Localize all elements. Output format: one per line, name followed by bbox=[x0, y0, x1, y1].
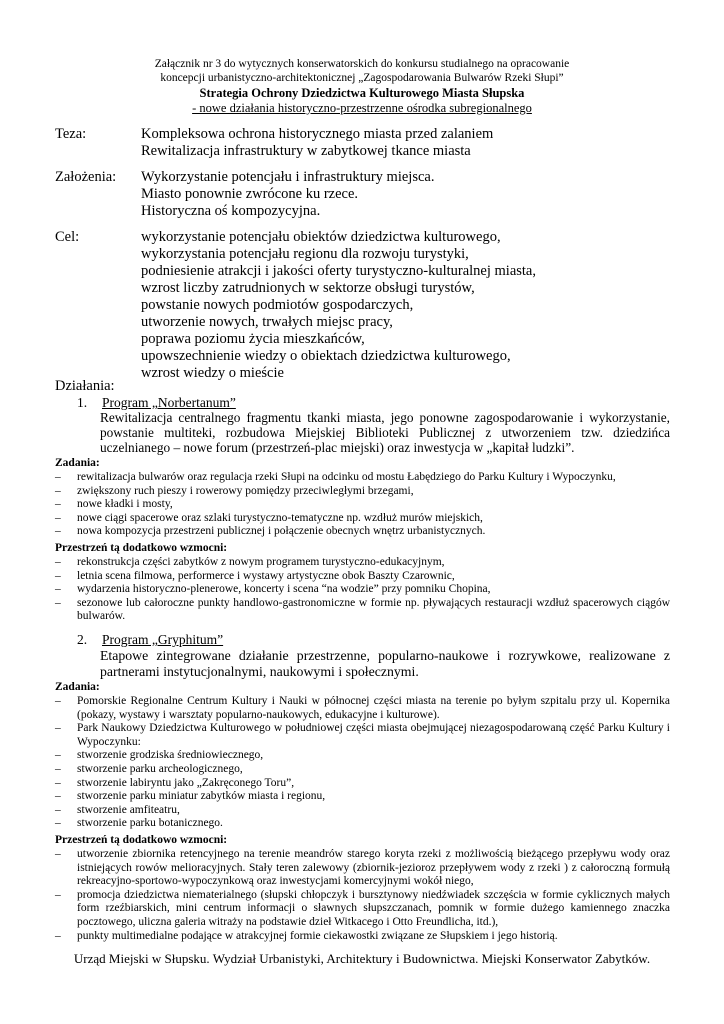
program-1-title: Program „Norbertanum” bbox=[102, 395, 236, 410]
page-footer: Urząd Miejski w Słupsku. Wydział Urbanistyki, Architektury i Budownictwa. Miejski Konserwator Zabytków. bbox=[73, 951, 651, 966]
teza-line: Rewitalizacja infrastruktury w zabytkowej tkance miasta bbox=[141, 143, 471, 159]
cel-line: wzrost liczby zatrudnionych w sektorze obsługi turystów, bbox=[141, 280, 475, 296]
program-2-description: Etapowe zintegrowane działanie przestrzenne, popularno-naukowe i rozrywkowe, realizowane z partnerami instytucjonalnymi, naukowymi i społecznymi. bbox=[100, 648, 670, 679]
program-1-zadania-list bbox=[55, 471, 670, 539]
program-2-przestrzen-label: Przestrzeń tą dodatkowo wzmocni: bbox=[55, 834, 228, 846]
list-item: – sezonowe lub całoroczne punkty handlowo-gastronomiczne w formie np. pływających restauracji wzdłuż spacerowych ciągów bulwarów. bbox=[55, 597, 670, 624]
program-2-title: Program „Gryphitum” bbox=[102, 632, 224, 647]
list-item: – utworzenie zbiornika retencyjnego na terenie meandrów starego koryta rzeki z możliwością bieżącego przepływu wody oraz istniejących rowów melioracyjnych. Stały teren zalewowy (zbiornik-jezioroz przepływem wody z rzeki ) z całoroczną formułą rekreacyjno-sportowo-wypoczynkową oraz inwestycjami komercyjnymi wokół niego, bbox=[55, 848, 670, 889]
teza-label: Teza: bbox=[55, 126, 87, 142]
list-item: – nowe ciągi spacerowe oraz szlaki turystyczno-tematyczne np. wzdłuż murów miejskich, bbox=[55, 512, 670, 526]
zalozenia-line: Historyczna oś kompozycyjna. bbox=[141, 203, 321, 219]
cel-line: utworzenie nowych, trwałych miejsc pracy, bbox=[141, 314, 393, 330]
cel-line: wykorzystania potencjału regionu dla rozwoju turystyki, bbox=[141, 246, 469, 262]
header-line-1: Załącznik nr 3 do wytycznych konserwatorskich do konkursu studialnego na opracowanie bbox=[154, 58, 570, 70]
teza-line: Kompleksowa ochrona historycznego miasta przed zalaniem bbox=[141, 126, 494, 142]
header-line-2: koncepcji urbanistyczno-architektonicznej „Zagospodarowania Bulwarów Rzeki Słupi” bbox=[160, 72, 564, 84]
list-item: – stworzenie parku botanicznego. bbox=[55, 817, 670, 831]
list-item: – rewitalizacja bulwarów oraz regulacja rzeki Słupi na odcinku od mostu Łabędziego do Parku Kultury i Wypoczynku, bbox=[55, 471, 670, 485]
list-item: – nowe kładki i mosty, bbox=[55, 498, 670, 512]
program-2-number: 2. bbox=[77, 632, 88, 647]
document-subtitle: - nowe działania historyczno-przestrzenne ośrodka subregionalnego bbox=[192, 101, 532, 115]
list-item: – rekonstrukcja części zabytków z nowym programem turystyczno-edukacyjnym, bbox=[55, 556, 670, 570]
program-1-description: Rewitalizacja centralnego fragmentu tkanki miasta, jego ponowne zagospodarowanie i wykorzystanie, powstanie multiteki, rozbudowa Miejskiej Biblioteki Publicznej z utworzeniem tzw. dziedzińca uczelnianego – nowe forum (przestrzeń-plac miejski) oraz inwestycja w „kapitał ludzki”. bbox=[100, 410, 670, 455]
list-item: – promocja dziedzictwa niematerialnego (słupski chłopczyk i bursztynowy niedźwiadek szczęścia w formie cyklicznych małych form rzeźbiarskich, mini centrum informacji o sławnych słupszczanach, pomnik w formie dużego kamiennego znaczka pocztowego, uliczna galeria witraży na podstawie dzieł Witkacego i Otto Freundlicha, itd.), bbox=[55, 889, 670, 930]
cel-line: podniesienie atrakcji i jakości oferty turystyczno-kulturalnej miasta, bbox=[141, 263, 536, 279]
program-2-zadania-list bbox=[55, 695, 670, 831]
list-item: – stworzenie parku archeologicznego, bbox=[55, 763, 670, 777]
list-item: – Pomorskie Regionalne Centrum Kultury i Nauki w północnej części miasta na terenie po byłym szpitalu przy ul. Kopernika (pokazy, wystawy i warsztaty popularno-naukowych, edukacyjne i kulturowe). bbox=[55, 695, 670, 722]
zalozenia-label: Założenia: bbox=[55, 169, 117, 185]
list-item: – punkty multimedialne podające w atrakcyjnej formie ciekawostki związane ze Słupskiem i jego historią. bbox=[55, 930, 670, 944]
program-1-number: 1. bbox=[77, 395, 88, 410]
zalozenia-content bbox=[141, 169, 434, 220]
program-1-przestrzen-label: Przestrzeń tą dodatkowo wzmocni: bbox=[55, 542, 228, 554]
dzialania-label: Działania: bbox=[55, 378, 115, 394]
cel-line: powstanie nowych podmiotów gospodarczych, bbox=[141, 297, 414, 313]
cel-line: wykorzystanie potencjału obiektów dziedzictwa kulturowego, bbox=[141, 229, 501, 245]
list-item: – stworzenie labiryntu jako „Zakręconego Toru”, bbox=[55, 777, 670, 791]
document-title: Strategia Ochrony Dziedzictwa Kulturowego Miasta Słupska bbox=[199, 86, 525, 100]
list-item: – letnia scena filmowa, performerce i wystawy artystyczne obok Baszty Czarownic, bbox=[55, 570, 670, 584]
zalozenia-line: Miasto ponownie zwrócone ku rzece. bbox=[141, 186, 359, 202]
list-item: – wydarzenia historyczno-plenerowe, koncerty i scena “na wodzie” przy pomniku Chopina, bbox=[55, 583, 670, 597]
cel-label: Cel: bbox=[55, 229, 80, 245]
list-item: – stworzenie parku miniatur zabytków miasta i regionu, bbox=[55, 790, 670, 804]
cel-content bbox=[141, 229, 536, 382]
list-item: – stworzenie amfiteatru, bbox=[55, 804, 670, 818]
program-2-przestrzen-list bbox=[55, 848, 670, 943]
program-2-zadania-label: Zadania: bbox=[55, 681, 100, 693]
program-1-zadania-label: Zadania: bbox=[55, 457, 100, 469]
cel-line: wzrost wiedzy o mieście bbox=[141, 365, 284, 381]
list-item: – zwiększony ruch pieszy i rowerowy pomiędzy przeciwległymi brzegami, bbox=[55, 485, 670, 499]
teza-content bbox=[141, 126, 493, 160]
cel-line: poprawa poziomu życia mieszkańców, bbox=[141, 331, 365, 347]
zalozenia-line: Wykorzystanie potencjału i infrastruktury miejsca. bbox=[141, 169, 435, 185]
cel-line: upowszechnienie wiedzy o obiektach dziedzictwa kulturowego, bbox=[141, 348, 511, 364]
program-1-przestrzen-list bbox=[55, 556, 670, 624]
list-item: – nowa kompozycja przestrzeni publicznej i połączenie obecnych wnętrz urbanistycznych. bbox=[55, 525, 670, 539]
list-item: – Park Naukowy Dziedzictwa Kulturowego w południowej części miasta obejmującej niezagospodarowaną część Parku Kultury i Wypoczynku: bbox=[55, 722, 670, 749]
list-item: – stworzenie grodziska średniowiecznego, bbox=[55, 749, 670, 763]
